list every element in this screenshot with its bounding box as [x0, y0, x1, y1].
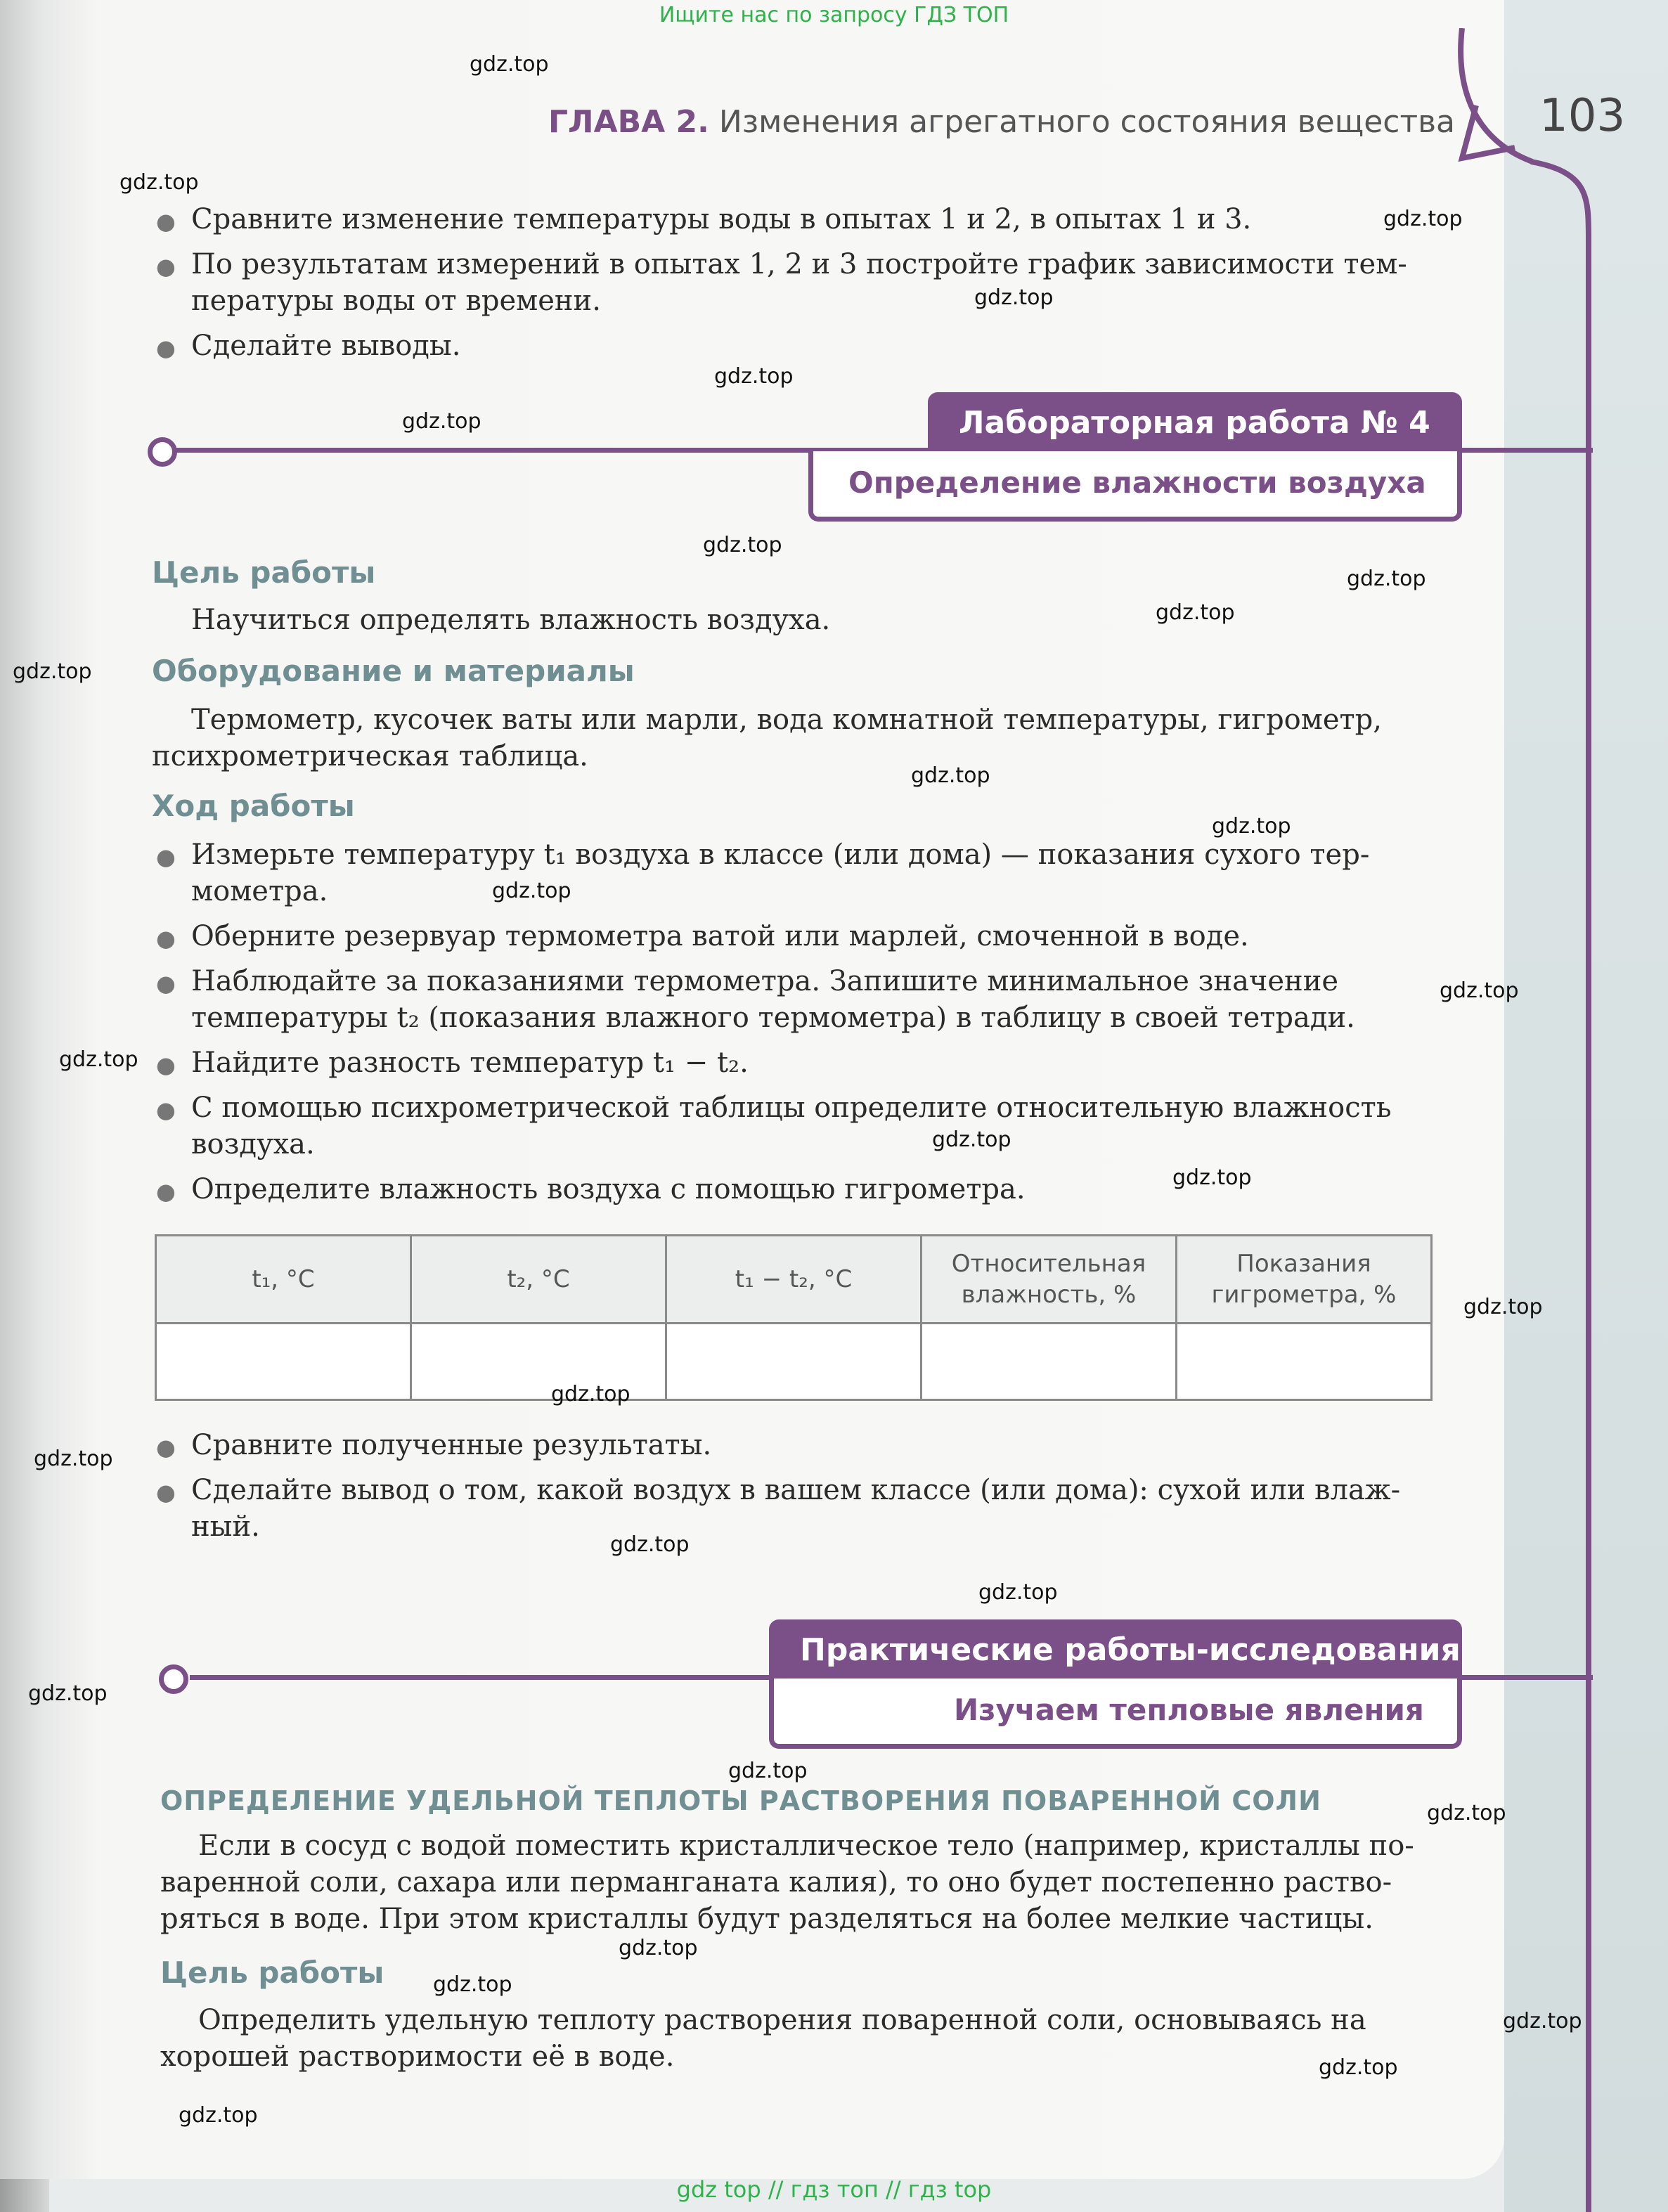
procedure-bullet-5a: С помощью психрометрической таблицы определите относительную влажность	[191, 1092, 1392, 1124]
bullet-icon: ●	[156, 1434, 176, 1461]
watermark: gdz.top	[1440, 978, 1519, 1003]
chapter-title: Изменения агрегатного состояния вещества	[718, 104, 1455, 140]
watermark: gdz.top	[974, 285, 1054, 310]
section-text-1: Если в сосуд с водой поместить кристаллическое тело (например, кристаллы по-	[198, 1830, 1414, 1862]
intro-bullet-3: Сделайте выводы.	[191, 330, 461, 362]
watermark: gdz.top	[551, 1382, 631, 1406]
goal-text: Научиться определять влажность воздуха.	[191, 604, 831, 636]
watermark: gdz.top	[932, 1127, 1011, 1152]
lab4-subtitle: Определение влажности воздуха	[808, 451, 1462, 522]
watermark: gdz.top	[1383, 207, 1463, 231]
practice-tab: Практические работы-исследования	[769, 1619, 1462, 1679]
table-cell	[156, 1324, 411, 1400]
watermark: gdz.top	[1347, 567, 1426, 591]
equipment-heading: Оборудование и материалы	[152, 654, 635, 688]
watermark: gdz.top	[1172, 1165, 1252, 1190]
bullet-icon: ●	[156, 1097, 176, 1123]
intro-bullet-1: Сравните изменение температуры воды в опытах 1 и 2, в опытах 1 и 3.	[191, 203, 1252, 235]
bullet-icon: ●	[156, 253, 176, 280]
goal2-heading: Цель работы	[160, 1955, 384, 1990]
procedure-bullet-3a: Наблюдайте за показаниями термометра. Запишите минимальное значение	[191, 965, 1339, 997]
procedure-heading: Ход работы	[152, 789, 355, 823]
watermark: gdz.top	[402, 409, 481, 434]
watermark: gdz.top	[119, 170, 199, 195]
chapter-header	[548, 104, 1455, 140]
watermark: gdz.top	[1156, 600, 1235, 625]
watermark: gdz.top	[703, 533, 782, 557]
practice-line-right	[1459, 1675, 1593, 1680]
table-row	[156, 1324, 1432, 1400]
equipment-line-1: Термометр, кусочек ваты или марли, вода комнатной температуры, гигрометр,	[191, 704, 1382, 736]
procedure-bullet-1b: мометра.	[191, 875, 328, 907]
procedure-bullet-1a: Измерьте температуру t₁ воздуха в классе (или дома) — показания сухого тер-	[191, 839, 1370, 871]
bullet-icon: ●	[156, 335, 176, 361]
watermark: gdz.top	[34, 1447, 113, 1471]
procedure-bullet-3b: температуры t₂ (показания влажного термометра) в таблицу в своей тетради.	[191, 1002, 1355, 1034]
after-bullet-1: Сравните полученные результаты.	[191, 1429, 712, 1461]
watermark: gdz.top	[470, 52, 549, 77]
watermark: gdz.top	[1427, 1801, 1506, 1825]
table-cell	[922, 1324, 1177, 1400]
watermark: gdz.top	[978, 1580, 1058, 1605]
watermark: gdz.top	[1503, 2009, 1582, 2033]
table-cell	[1177, 1324, 1432, 1400]
footer-links[interactable]: gdz top // гдз топ // гдз top	[676, 2176, 992, 2203]
after-bullet-2a: Сделайте вывод о том, какой воздух в вашем классе (или дома): сухой или влаж-	[191, 1474, 1401, 1506]
goal-heading: Цель работы	[152, 555, 376, 590]
section-text-2: варенной соли, сахара или перманганата калия), то оно будет постепенно раство-	[160, 1866, 1392, 1899]
procedure-bullet-2: Оберните резервуар термометра ватой или марлей, смоченной в воде.	[191, 920, 1249, 952]
bullet-icon: ●	[156, 1178, 176, 1205]
measurement-table	[155, 1234, 1433, 1401]
bullet-icon: ●	[156, 970, 176, 997]
table-header-row	[156, 1236, 1432, 1324]
procedure-bullet-5b: воздуха.	[191, 1128, 315, 1160]
table-header-cell: t₂, °C	[411, 1236, 666, 1324]
lab4-tab: Лабораторная работа № 4	[928, 392, 1462, 451]
intro-bullet-2a: По результатам измерений в опытах 1, 2 и 3 постройте график зависимости тем-	[191, 248, 1407, 280]
table-header-cell: t₁, °C	[156, 1236, 411, 1324]
watermark: gdz.top	[610, 1532, 690, 1557]
practice-subtitle: Изучаем тепловые явления	[769, 1679, 1462, 1749]
after-bullet-2b: ный.	[191, 1511, 260, 1543]
equipment-line-2: психрометрическая таблица.	[152, 740, 588, 772]
practice-line	[190, 1675, 773, 1680]
procedure-bullet-4: Найдите разность температур t₁ − t₂.	[191, 1047, 749, 1079]
bullet-icon: ●	[156, 208, 176, 235]
watermark: gdz.top	[59, 1047, 138, 1072]
bullet-icon: ●	[156, 1052, 176, 1078]
chapter-label: ГЛАВА 2.	[548, 104, 709, 140]
table-cell	[666, 1324, 922, 1400]
table-header-cell: t₁ − t₂, °C	[666, 1236, 922, 1324]
bullet-icon: ●	[156, 925, 176, 952]
lab4-line-right	[1459, 448, 1593, 453]
watermark: gdz.top	[714, 364, 794, 389]
watermark: gdz.top	[179, 2103, 258, 2128]
watermark: gdz.top	[1212, 814, 1291, 839]
goal2-line-1: Определить удельную теплоту растворения поваренной соли, основываясь на	[198, 2004, 1366, 2036]
page-number: 103	[1539, 90, 1626, 142]
section-title: ОПРЕДЕЛЕНИЕ УДЕЛЬНОЙ ТЕПЛОТЫ РАСТВОРЕНИЯ ПОВАРЕННОЙ СОЛИ	[160, 1785, 1321, 1816]
watermark: gdz.top	[619, 1936, 698, 1960]
watermark: gdz.top	[1463, 1295, 1543, 1319]
lab4-ring-icon	[148, 437, 177, 467]
watermark: gdz.top	[728, 1759, 808, 1783]
watermark: gdz.top	[911, 763, 990, 788]
watermark: gdz.top	[492, 879, 571, 903]
watermark: gdz.top	[28, 1681, 108, 1706]
margin-arrow-icon	[1448, 28, 1596, 2212]
procedure-bullet-6: Определите влажность воздуха с помощью гигрометра.	[191, 1173, 1026, 1205]
table-header-cell: Относительная влажность, %	[922, 1236, 1177, 1324]
top-banner[interactable]: Ищите нас по запросу ГДЗ ТОП	[659, 3, 1009, 27]
watermark: gdz.top	[1319, 2055, 1398, 2080]
watermark: gdz.top	[13, 659, 92, 684]
bullet-icon: ●	[156, 1479, 176, 1506]
practice-ring-icon	[159, 1664, 188, 1694]
goal2-line-2: хорошей растворимости её в воде.	[160, 2040, 675, 2073]
intro-bullet-2b: пературы воды от времени.	[191, 285, 601, 317]
bullet-icon: ●	[156, 843, 176, 870]
watermark: gdz.top	[433, 1972, 512, 1997]
section-text-3: ряться в воде. При этом кристаллы будут разделяться на более мелкие частицы.	[160, 1903, 1373, 1935]
table-header-cell: Показания гигрометра, %	[1177, 1236, 1432, 1324]
